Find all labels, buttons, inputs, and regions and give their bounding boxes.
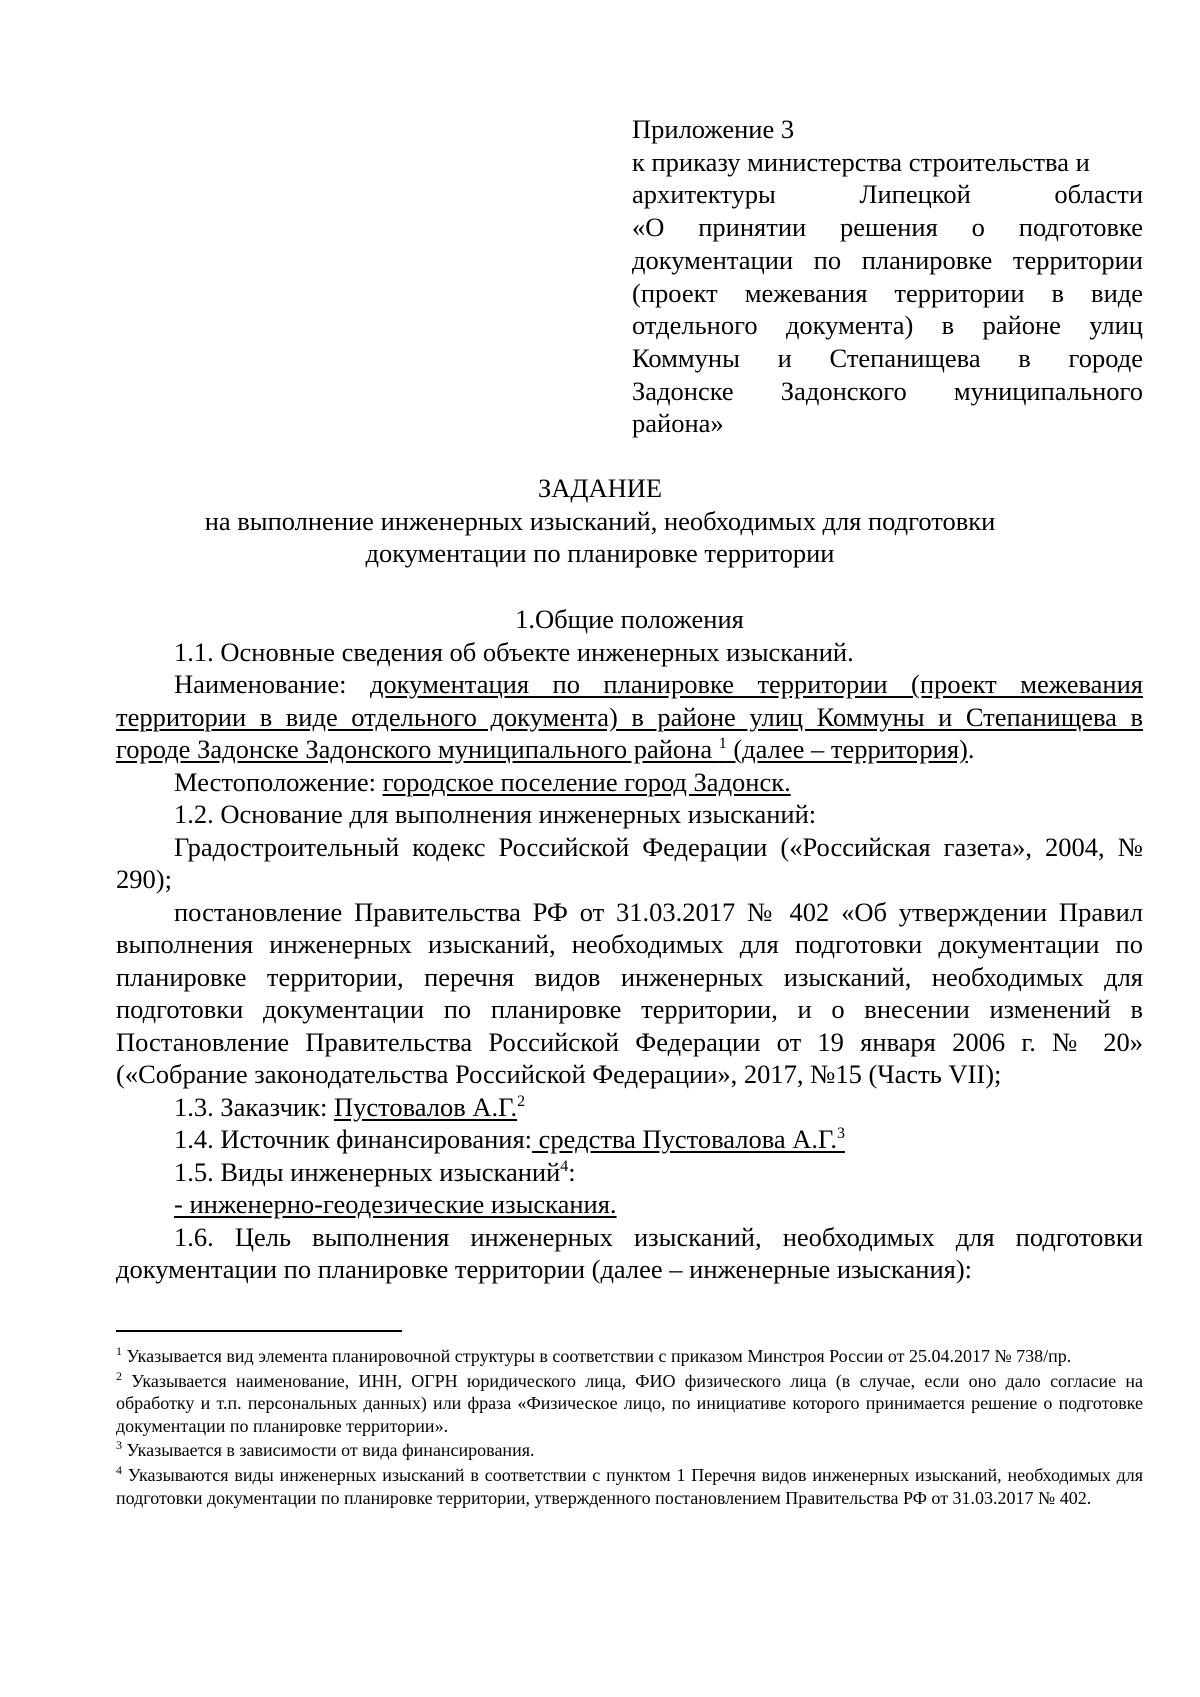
title-heading: ЗАДАНИЕ <box>537 473 663 503</box>
appendix-line: Задонске Задонского муниципального <box>632 375 1143 406</box>
footnote-text: Указывается в зависимости от вида финансирования. <box>122 1440 535 1461</box>
document-title <box>0 472 1200 570</box>
footnote-separator <box>116 1330 402 1332</box>
funding-label: 1.4. Источник финансирования: <box>174 1124 533 1154</box>
footnotes <box>116 1345 1143 1511</box>
appendix-line: «О принятии решения о подготовке <box>632 212 1143 243</box>
paragraph-types <box>116 1156 1143 1189</box>
footnote-number: 1 <box>116 1344 122 1358</box>
location-label: Местоположение: <box>174 766 383 797</box>
appendix-line: Коммуны и Степанищева в городе <box>632 342 1143 373</box>
footnote <box>116 1464 1143 1509</box>
name-value-text: документация по планировке территории (проект межевания территории в виде отдельного документа) в районе улиц Коммуны и Степанищева в городе Задонске Задонского муниципального района <box>116 669 1143 764</box>
title-subline: документации по планировке территории <box>365 538 835 569</box>
footnote-ref: 2 <box>517 1092 526 1110</box>
types-value: - инженерно-геодезические изыскания. <box>174 1189 617 1219</box>
footnote-ref: 3 <box>837 1125 845 1142</box>
footnote-ref: 1 <box>718 735 727 752</box>
paragraph-location <box>116 766 1143 799</box>
appendix-header <box>632 113 1143 440</box>
footnote-text: Указываются виды инженерных изысканий в соответствии с пунктом 1 Перечня видов инженерных изысканий, необходимых для подготовки документации по планировке территории, утвержденного постановлением Правительства РФ от 31.03.2017 № 402. <box>116 1464 1143 1508</box>
footnote-number: 4 <box>116 1462 122 1477</box>
location-value: городское поселение город Задонск. <box>382 766 791 797</box>
footnote-ref: 4 <box>560 1157 569 1175</box>
name-end: . <box>967 734 975 764</box>
customer-label: 1.3. Заказчик: <box>174 1091 334 1122</box>
paragraph: постановление Правительства РФ от 31.03.2017 № 402 «Об утверждении Правил выполнения инженерных изысканий, необходимых для подготовки документации по планировке территории, перечня видов инженерных изысканий, необходимых для подготовки документации по планировке территории, и о внесении изменений в Постановление Правительства Российской Федерации от 19 января 2006 г. № 20» («Собрание законодательства Российской Федерации», 2017, №15 (Часть VII); <box>116 896 1143 1089</box>
paragraph-customer <box>116 1091 1143 1124</box>
footnote <box>116 1345 1143 1368</box>
customer-value: Пустовалов А.Г. <box>333 1091 518 1122</box>
paragraph-name <box>116 668 1143 766</box>
paragraph: 1.2. Основание для выполнения инженерных изысканий: <box>174 799 817 829</box>
document-body <box>116 603 1143 1286</box>
paragraph-funding <box>116 1123 1143 1156</box>
funding-value <box>532 1124 845 1154</box>
appendix-line: к приказу министерства строительства и <box>632 146 1090 177</box>
name-label: Наименование: <box>174 669 370 699</box>
appendix-line: документации по планировке территории <box>632 244 1143 275</box>
paragraph: 1.6. Цель выполнения инженерных изысканий, необходимых для подготовки документации по планировке территории (далее – инженерные изыскания): <box>116 1221 1143 1284</box>
title-subline: на выполнение инженерных изысканий, необходимых для подготовки <box>204 505 996 536</box>
appendix-line: архитектуры Липецкой области <box>632 179 1143 210</box>
paragraph: Градостроительный кодекс Российской Федерации («Российская газета», 2004, № 290); <box>116 831 1143 894</box>
footnote-text: Указывается наименование, ИНН, ОГРН юридического лица, ФИО физического лица (в случае, если оно дало согласие на обработку и т.п. персональных данных) или фраза «Физическое лицо, по инициативе которого принимается решение о подготовке документации по планировке территории». <box>116 1370 1143 1436</box>
funding-value-text: средства Пустовалова А.Г. <box>532 1124 837 1154</box>
types-label: 1.5. Виды инженерных изысканий <box>174 1156 561 1187</box>
appendix-line: отдельного документа) в районе улиц <box>632 310 1143 341</box>
appendix-line: Приложение 3 <box>632 114 795 144</box>
name-tail: (далее – территория) <box>726 734 968 764</box>
footnote <box>116 1439 1143 1462</box>
section-heading: 1.Общие положения <box>515 604 744 634</box>
footnote-number: 2 <box>116 1368 122 1383</box>
footnote-number: 3 <box>116 1438 122 1453</box>
types-colon: : <box>568 1156 576 1187</box>
paragraph: 1.1. Основные сведения об объекте инженерных изысканий. <box>174 636 854 667</box>
appendix-line: (проект межевания территории в виде <box>632 277 1143 308</box>
paragraph-types-value <box>116 1188 1143 1221</box>
appendix-line: района» <box>632 408 724 439</box>
footnote <box>116 1370 1143 1438</box>
footnote-text: Указывается вид элемента планировочной структуры в соответствии с приказом Минстроя России от 25.04.2017 № 738/пр. <box>122 1346 1072 1366</box>
